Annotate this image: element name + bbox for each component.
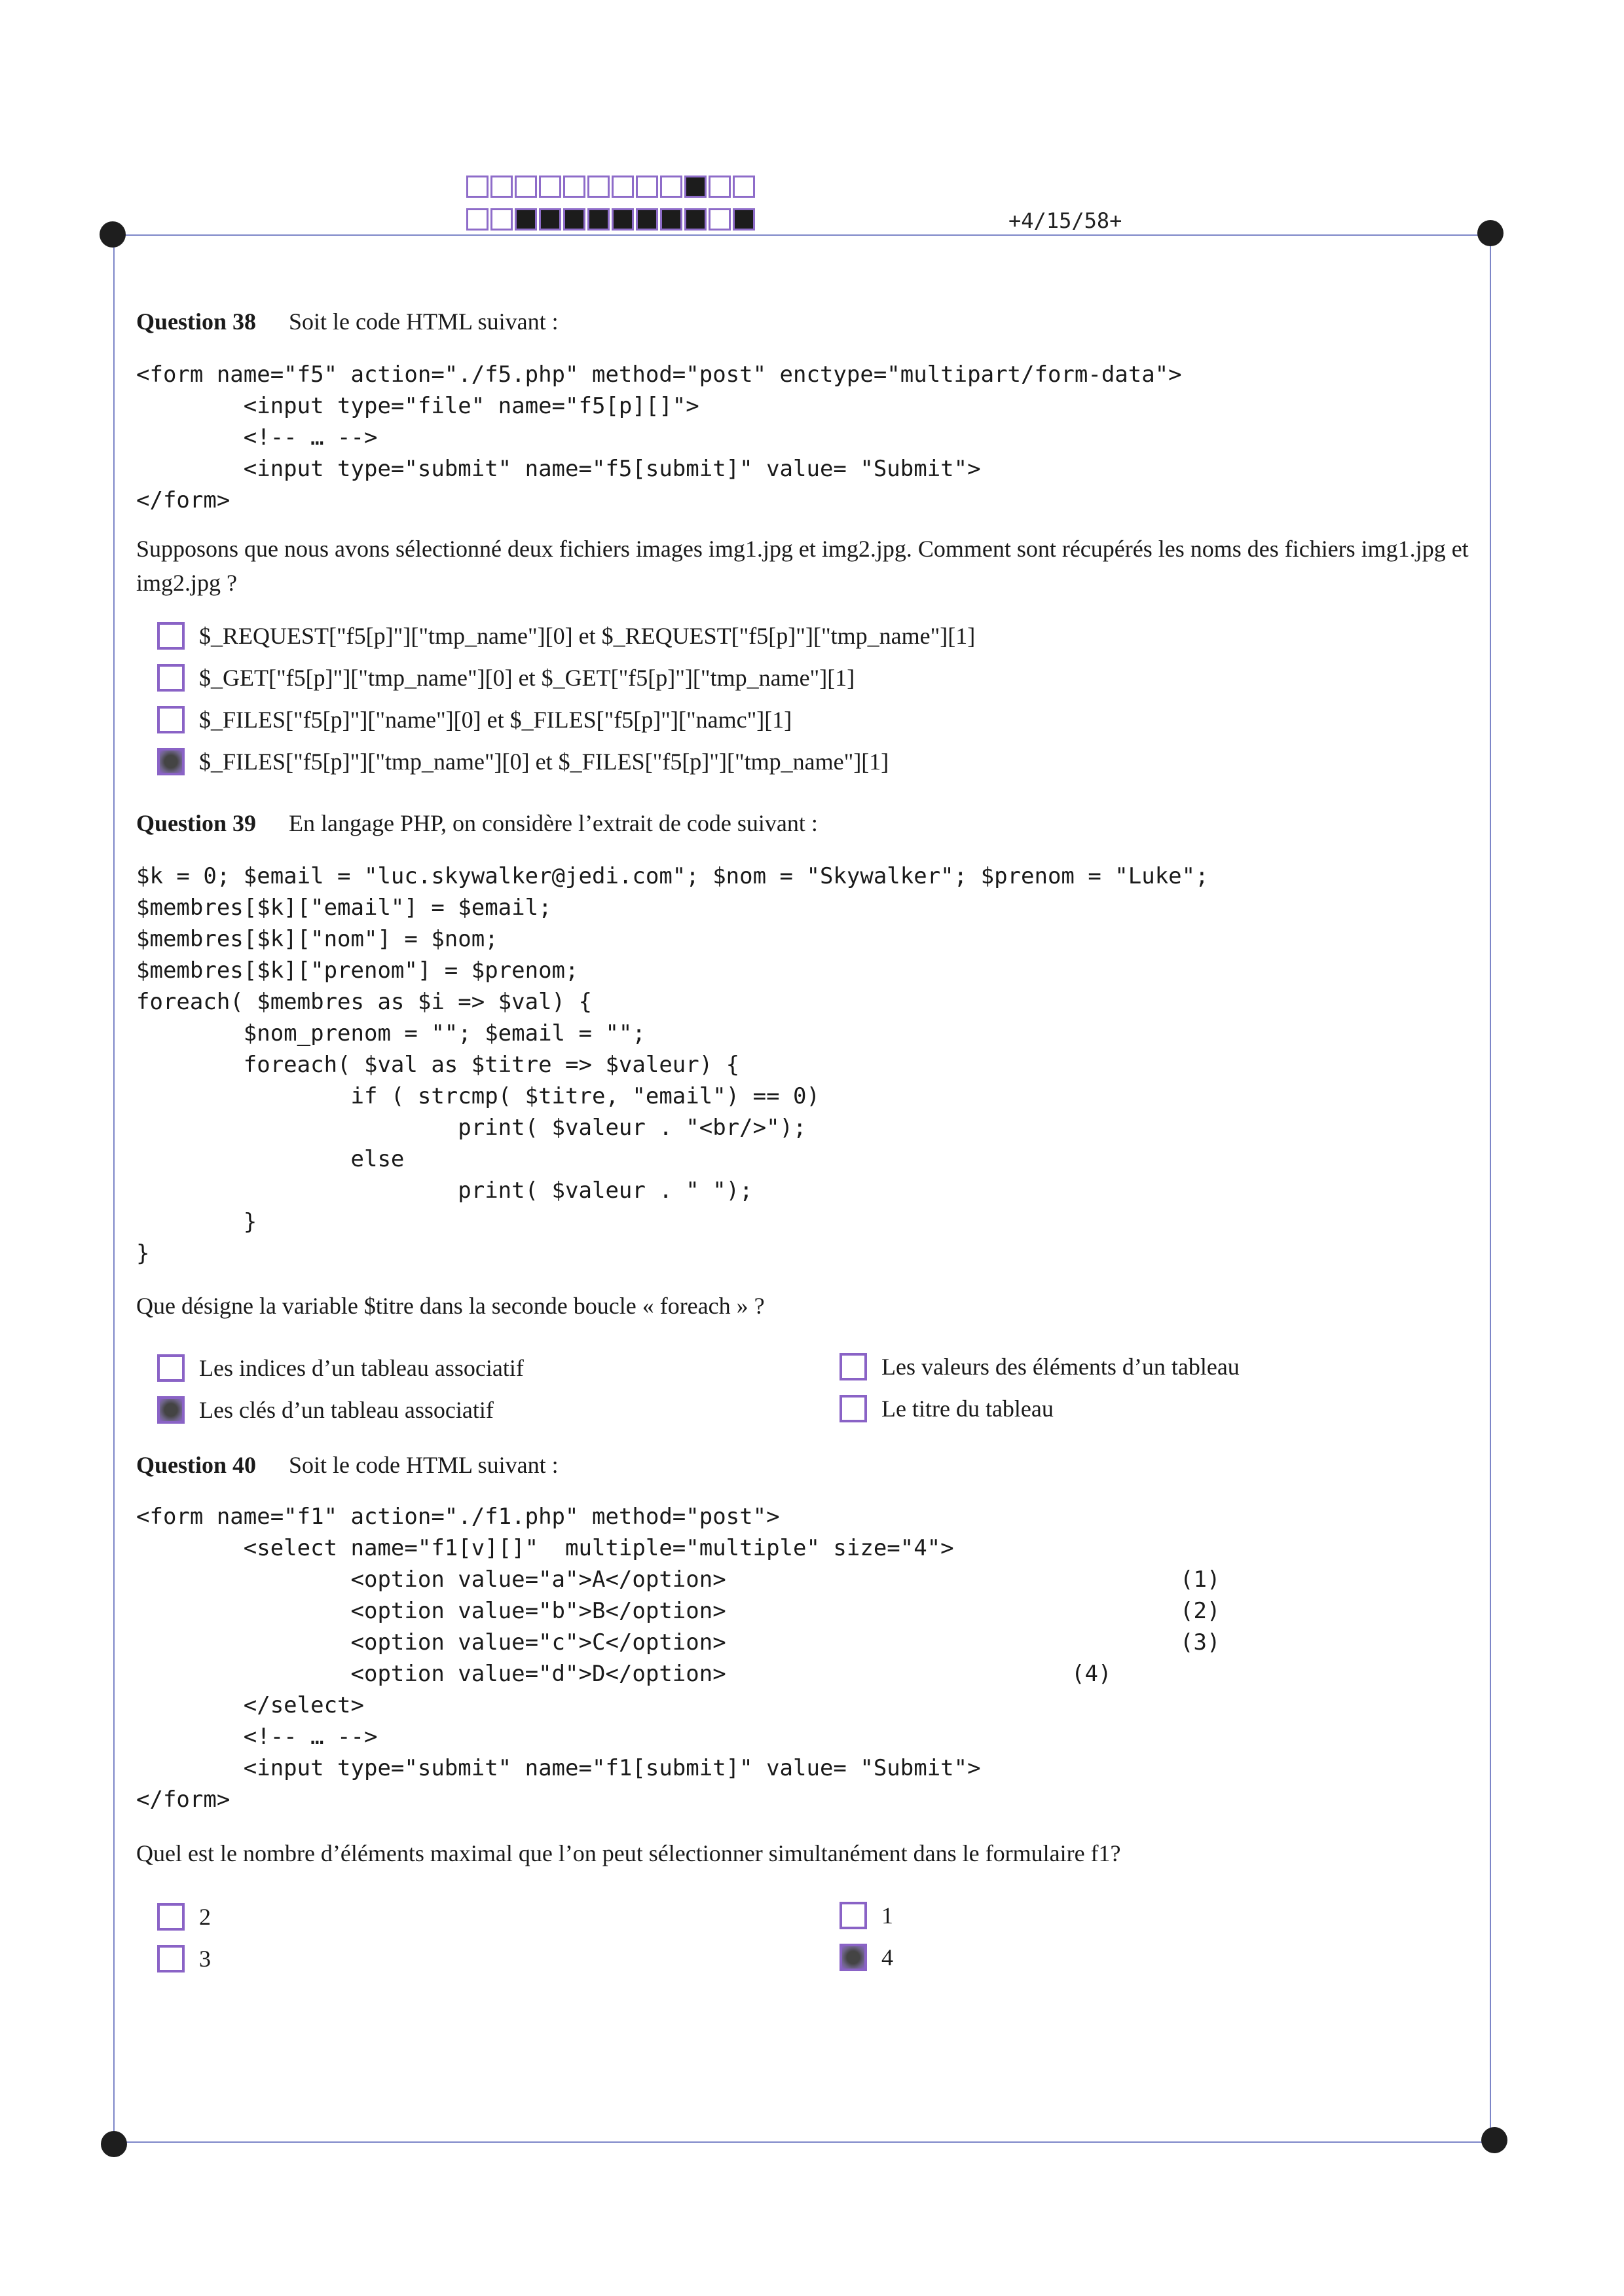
q38-checkbox-1[interactable] [157,622,185,650]
id-box-cell [490,176,513,198]
id-box-cell [563,176,585,198]
q40-choice-3-label: 1 [881,1902,893,1929]
id-box-cell [515,208,537,231]
question-38-label: Question 38 [136,308,257,335]
line-mark-1: (1) [1180,1566,1221,1593]
id-box-cell [466,176,489,198]
id-boxes-row-2 [466,208,757,231]
q40-choice-4[interactable] [840,1944,893,1971]
corner-mark-top-right [1477,220,1504,246]
question-39-prompt: En langage PHP, on considère l’extrait de code suivant : [289,810,818,836]
q39-choice-4-label: Le titre du tableau [881,1396,1054,1422]
id-box-cell [539,208,561,231]
q39-checkbox-1[interactable] [157,1354,185,1382]
q40-checkbox-3[interactable] [840,1902,867,1929]
id-box-cell [612,208,634,231]
id-box-cell [515,176,537,198]
corner-mark-bottom-right [1481,2127,1507,2153]
question-40-header [136,1451,559,1479]
id-box-cell [587,176,610,198]
id-box-cell [539,176,561,198]
q40-choice-3[interactable] [840,1902,893,1929]
q40-choice-4-label: 4 [881,1944,893,1971]
question-38-text: Supposons que nous avons sélectionné deux fichiers images img1.jpg et img2.jpg. Comment sont récupérés les noms des fichiers img1.jpg et img2.jpg ? [136,536,1469,596]
q39-choice-1[interactable] [157,1354,524,1382]
q40-choice-1-label: 2 [199,1904,211,1930]
id-box-cell [733,208,755,231]
q38-choice-1-label: $_REQUEST["f5[p]"]["tmp_name"][0] et $_REQUEST["f5[p]"]["tmp_name"][1] [199,623,976,649]
id-box-cell [636,208,658,231]
line-mark-3: (3) [1180,1629,1221,1656]
question-38-code: <form name="f5" action="./f5.php" method="post" enctype="multipart/form-data"> <input type="file" name="f5[p][]"> <!-- … --> <input type="submit" name="f5[submit]" value= "Submit"> </form> [136,361,1182,513]
q38-checkbox-3[interactable] [157,706,185,733]
q38-choice-2[interactable] [157,664,855,692]
q39-choice-2-label: Les clés d’un tableau associatif [199,1397,494,1423]
line-mark-4: (4) [1071,1661,1112,1687]
id-box-cell [709,176,731,198]
q38-choice-4[interactable] [157,748,889,775]
q39-choice-3-label: Les valeurs des éléments d’un tableau [881,1354,1240,1380]
q40-choice-2-label: 3 [199,1946,211,1972]
q39-checkbox-2[interactable] [157,1396,185,1424]
q40-checkbox-4[interactable] [840,1944,867,1971]
q39-choice-3[interactable] [840,1353,1240,1380]
q38-choice-3[interactable] [157,706,792,733]
id-box-cell [684,176,707,198]
id-box-cell [563,208,585,231]
q38-choice-4-label: $_FILES["f5[p]"]["tmp_name"][0] et $_FILES["f5[p]"]["tmp_name"][1] [199,749,889,775]
q38-checkbox-4[interactable] [157,748,185,775]
corner-mark-bottom-left [101,2131,127,2157]
question-40-text: Quel est le nombre d’éléments maximal que l’on peut sélectionner simultanément dans le formulaire f1? [136,1840,1121,1866]
corner-mark-top-left [100,221,126,248]
q39-checkbox-4[interactable] [840,1395,867,1422]
id-box-cell [490,208,513,231]
q39-checkbox-3[interactable] [840,1353,867,1380]
id-box-cell [733,176,755,198]
id-box-cell [684,208,707,231]
id-box-cell [466,208,489,231]
question-38-prompt: Soit le code HTML suivant : [289,308,559,335]
q40-choice-1[interactable] [157,1903,211,1931]
id-box-cell [636,176,658,198]
q40-checkbox-1[interactable] [157,1903,185,1931]
q38-choice-1[interactable] [157,622,975,650]
id-box-cell [660,176,682,198]
question-39-code: $k = 0; $email = "luc.skywalker@jedi.com"; $nom = "Skywalker"; $prenom = "Luke"; $membres[$k]["email"] = $email; $membres[$k]["nom"] = $nom; $membres[$k]["prenom"] = $prenom; foreach( $membres as $i => $val) { $nom_prenom = ""; $email = ""; foreach( $val as $titre => $valeur) { if ( strcmp( $titre, "email") == 0) print( $valeur . "<br/>"); else print( $valeur . " "); } } [136,863,1209,1267]
id-box-cell [587,208,610,231]
id-box-cell [612,176,634,198]
question-39-header [136,809,818,837]
q38-choice-2-label: $_GET["f5[p]"]["tmp_name"][0] et $_GET["f5[p]"]["tmp_name"][1] [199,665,855,691]
q40-choice-2[interactable] [157,1945,211,1972]
q38-choice-3-label: $_FILES["f5[p]"]["name"][0] et $_FILES["f5[p]"]["namc"][1] [199,707,792,733]
line-mark-2: (2) [1180,1598,1221,1624]
question-40-code: <form name="f1" action="./f1.php" method="post"> <select name="f1[v][]" multiple="multiple" size="4"> <option value="a">A</option> <option value="b">B</option> <option value="c">C</option> <option value="d">D</option> </select> <!-- … --> <input type="submit" name="f1[submit]" value= "Submit"> </form> [136,1504,981,1813]
q39-choice-2[interactable] [157,1396,494,1424]
id-box-cell [660,208,682,231]
id-boxes-row-1 [466,176,757,198]
question-39-text: Que désigne la variable $titre dans la seconde boucle « foreach » ? [136,1293,765,1319]
question-39-label: Question 39 [136,810,257,836]
q38-checkbox-2[interactable] [157,664,185,692]
question-38-header [136,308,559,335]
id-box-cell [709,208,731,231]
page-code: +4/15/58+ [1008,208,1122,233]
q39-choice-4[interactable] [840,1395,1054,1422]
q40-checkbox-2[interactable] [157,1945,185,1972]
q39-choice-1-label: Les indices d’un tableau associatif [199,1355,524,1381]
question-40-label: Question 40 [136,1452,257,1478]
question-40-prompt: Soit le code HTML suivant : [289,1452,559,1478]
